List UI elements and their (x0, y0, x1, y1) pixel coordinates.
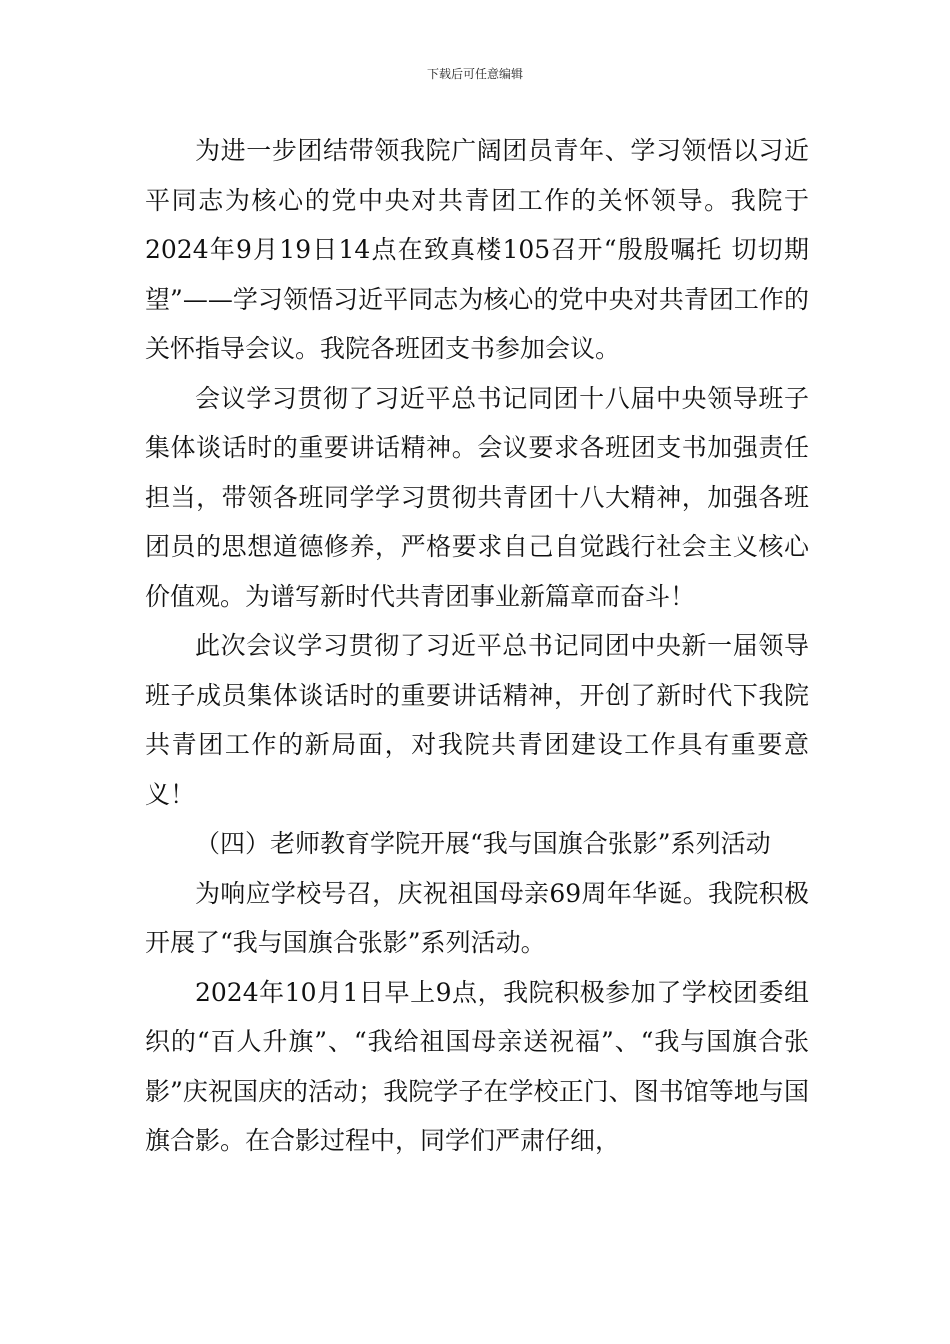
section-heading-flag-activity: （四）老师教育学院开展“我与国旗合张影”系列活动 (195, 829, 771, 858)
paragraph-meeting-content: 会议学习贯彻了习近平总书记同团十八届中央领导班子集体谈话时的重要讲话精神。会议要求各班团支书加强责任担当，带领各班同学学习贯彻共青团十八大精神，加强各班团员的思想道德修养，严格要求自己自觉践行社会主义核心价值观。为谱写新时代共青团事业新篇章而奋斗！ (145, 383, 809, 611)
document-body (145, 126, 809, 1166)
paragraph-flag-activity-detail: 2024年10月1日早上9点，我院积极参加了学校团委组织的“百人升旗”、“我给祖国母亲送祝福”、“我与国旗合张影”庆祝国庆的活动；我院学子在学校正门、图书馆等地与国旗合影。在合影过程中，同学们严肃仔细， (145, 977, 809, 1155)
paragraph-flag-activity-intro: 为响应学校号召，庆祝祖国母亲69周年华诞。我院积极开展了“我与国旗合张影”系列活动。 (145, 878, 809, 957)
paragraph-meeting-intro: 为进一步团结带领我院广阔团员青年、学习领悟以习近平同志为核心的党中央对共青团工作的关怀领导。我院于2024年9月19日14点在致真楼105召开“殷殷嘱托 切切期望”——学习领悟习近平同志为核心的党中央对共青团工作的关怀指导会议。我院各班团支书参加会议。 (145, 136, 809, 363)
page-header-note: 下载后可任意编辑 (426, 67, 523, 81)
paragraph-meeting-significance: 此次会议学习贯彻了习近平总书记同团中央新一届领导班子成员集体谈话时的重要讲话精神，开创了新时代下我院共青团工作的新局面，对我院共青团建设工作具有重要意义！ (145, 631, 809, 809)
